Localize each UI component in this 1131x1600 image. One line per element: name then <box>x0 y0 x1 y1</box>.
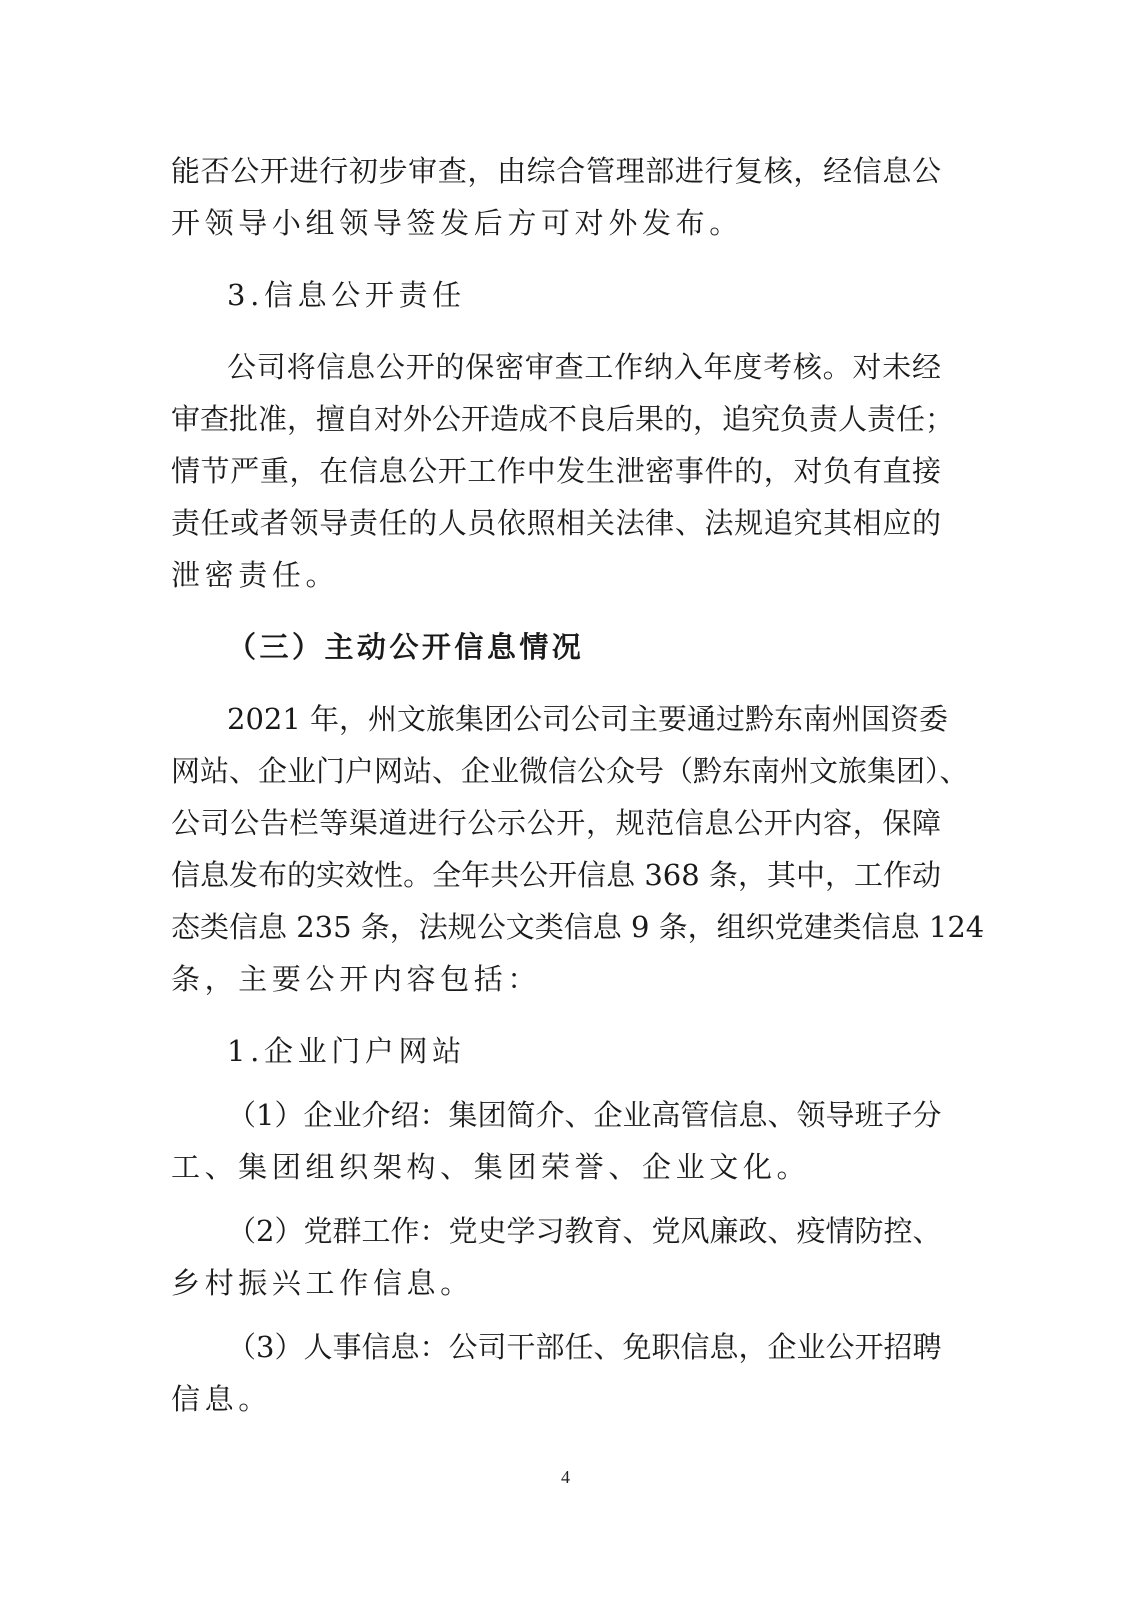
text-line: 工、集团组织架构、集团荣誉、企业文化。 <box>171 1150 811 1184</box>
text-line: 情节严重，在信息公开工作中发生泄密事件的，对负有直接 <box>171 454 941 488</box>
text-line: 能否公开进行初步审查，由综合管理部进行复核，经信息公 <box>171 154 941 188</box>
text-line: 责任或者领导责任的人员依照相关法律、法规追究其相应的 <box>171 506 941 540</box>
text-line: （3）人事信息：公司干部任、免职信息，企业公开招聘 <box>227 1330 942 1364</box>
sub-item-personnel-info <box>171 1321 941 1425</box>
text-line: 审查批准，擅自对外公开造成不良后果的，追究负责人责任； <box>171 402 955 436</box>
text-line: （2）党群工作：党史学习教育、党风廉政、疫情防控、 <box>227 1214 942 1248</box>
section-heading: （三）主动公开信息情况 <box>227 630 585 664</box>
item-heading-portal-website: 1.企业门户网站 <box>227 1034 466 1068</box>
text-line: 泄密责任。 <box>171 558 340 592</box>
text-line: 信息发布的实效性。全年共公开信息 368 条，其中，工作动 <box>171 858 941 892</box>
text-line: 公司将信息公开的保密审查工作纳入年度考核。对未经 <box>227 350 941 384</box>
item-heading-responsibility: 3.信息公开责任 <box>227 278 466 312</box>
paragraph-disclosure-summary <box>171 693 985 1005</box>
paragraph-responsibility <box>171 341 955 601</box>
page-number: 4 <box>561 1467 570 1487</box>
text-line: 公司公告栏等渠道进行公示公开，规范信息公开内容，保障 <box>171 806 941 840</box>
text-line: 信息。 <box>171 1382 272 1416</box>
text-line: 态类信息 235 条，法规公文类信息 9 条，组织党建类信息 124 <box>171 910 985 944</box>
sub-item-company-intro <box>171 1089 941 1193</box>
text-line: 乡村振兴工作信息。 <box>171 1266 474 1300</box>
paragraph-review-process <box>171 145 941 249</box>
sub-item-party-work <box>171 1205 941 1309</box>
text-line: 网站、企业门户网站、企业微信公众号（黔东南州文旅集团）、 <box>171 754 969 788</box>
text-line: 2021 年，州文旅集团公司公司主要通过黔东南州国资委 <box>227 702 949 736</box>
text-line: （1）企业介绍：集团简介、企业高管信息、领导班子分 <box>227 1098 942 1132</box>
text-line: 条，主要公开内容包括： <box>171 962 542 996</box>
text-line: 开领导小组领导签发后方可对外发布。 <box>171 206 743 240</box>
document-body <box>171 145 985 1425</box>
